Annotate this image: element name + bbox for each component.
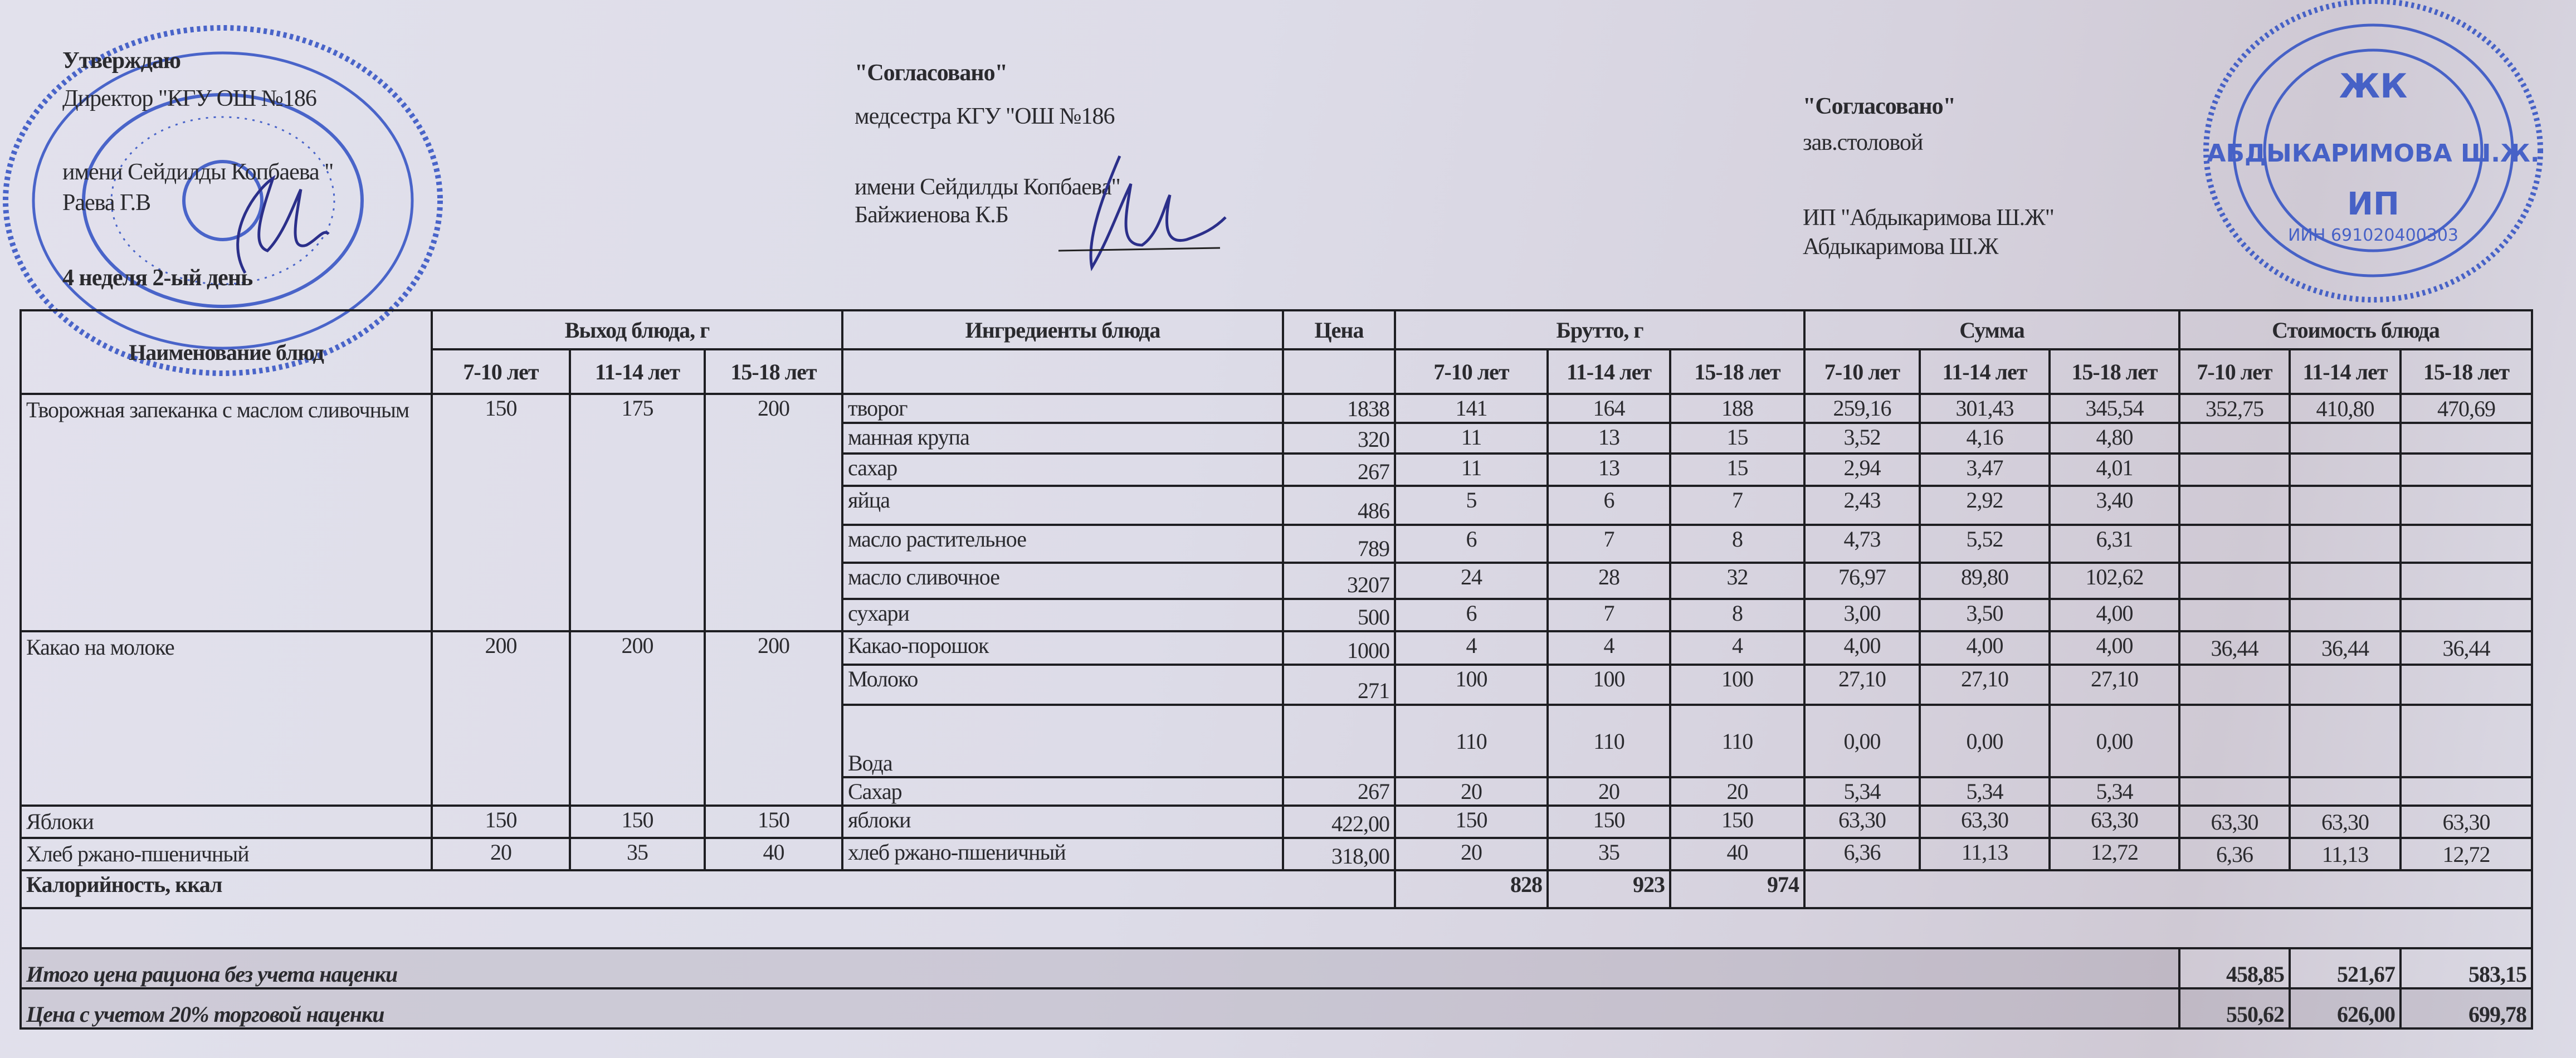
ingredient-brutto: 7 bbox=[1548, 525, 1670, 563]
ingredient-brutto: 6 bbox=[1395, 599, 1548, 631]
ingredient-sum: 102,62 bbox=[2050, 563, 2179, 599]
header-age-yield: 11-14 лет bbox=[570, 349, 705, 394]
empty-cell bbox=[2290, 563, 2401, 599]
approval-signer: Раева Г.В bbox=[62, 190, 151, 216]
ingredient-brutto: 150 bbox=[1548, 806, 1670, 838]
ingredient-name: творог bbox=[842, 394, 1283, 423]
ingredient-price: 320 bbox=[1283, 423, 1395, 454]
header-age-yield: 15-18 лет bbox=[705, 349, 842, 394]
calories-label: Калорийность, ккал bbox=[21, 870, 1395, 908]
header-age-brutto: 7-10 лет bbox=[1395, 349, 1548, 394]
ingredient-price: 1000 bbox=[1283, 631, 1395, 665]
total-markup-label: Цена с учетом 20% торговой наценки bbox=[21, 988, 2179, 1028]
ingredient-brutto: 110 bbox=[1395, 705, 1548, 777]
ingredient-price bbox=[1283, 705, 1395, 777]
header-yield: Выход блюда, г bbox=[432, 310, 842, 349]
empty-cell bbox=[2179, 423, 2290, 454]
header-ingredients: Ингредиенты блюда bbox=[842, 310, 1283, 349]
dish-yield: 175 bbox=[570, 394, 705, 631]
empty-cell bbox=[2179, 599, 2290, 631]
dish-yield: 20 bbox=[432, 838, 570, 870]
ingredient-row bbox=[21, 394, 2532, 423]
empty-cell bbox=[2401, 705, 2532, 777]
calories-value: 974 bbox=[1670, 870, 1804, 908]
header-age-cost: 15-18 лет bbox=[2401, 349, 2532, 394]
ingredient-sum: 4,80 bbox=[2050, 423, 2179, 454]
header-age-sum: 11-14 лет bbox=[1920, 349, 2050, 394]
header-price: Цена bbox=[1283, 310, 1395, 349]
ingredient-sum: 4,16 bbox=[1920, 423, 2050, 454]
ingredient-brutto: 150 bbox=[1395, 806, 1548, 838]
ingredient-sum: 12,72 bbox=[2050, 838, 2179, 870]
empty-cell bbox=[842, 349, 1283, 394]
total-row bbox=[21, 948, 2532, 988]
ingredient-brutto: 4 bbox=[1670, 631, 1804, 665]
ingredient-sum: 4,00 bbox=[1804, 631, 1920, 665]
empty-cell bbox=[2179, 563, 2290, 599]
approval-line: медсестра КГУ "ОШ №186 bbox=[855, 104, 1115, 129]
ingredient-brutto: 20 bbox=[1395, 838, 1548, 870]
ingredient-sum: 63,30 bbox=[1804, 806, 1920, 838]
ingredient-brutto: 4 bbox=[1548, 631, 1670, 665]
ingredient-name: Вода bbox=[842, 705, 1283, 777]
ingredient-sum: 3,52 bbox=[1804, 423, 1920, 454]
dish-cost: 36,44 bbox=[2179, 631, 2290, 665]
approval-signer: Байжиенова К.Б bbox=[855, 202, 1008, 228]
ingredient-name: сухари bbox=[842, 599, 1283, 631]
ingredient-sum: 3,50 bbox=[1920, 599, 2050, 631]
ingredient-sum: 4,00 bbox=[2050, 631, 2179, 665]
ingredient-brutto: 24 bbox=[1395, 563, 1548, 599]
ingredient-price: 267 bbox=[1283, 777, 1395, 806]
ingredient-brutto: 32 bbox=[1670, 563, 1804, 599]
ingredient-brutto: 150 bbox=[1670, 806, 1804, 838]
ingredient-name: Сахар bbox=[842, 777, 1283, 806]
empty-cell bbox=[2401, 599, 2532, 631]
empty-cell bbox=[2179, 705, 2290, 777]
total-markup-value: 626,00 bbox=[2290, 988, 2401, 1028]
ingredient-sum: 11,13 bbox=[1920, 838, 2050, 870]
ingredient-name: манная крупа bbox=[842, 423, 1283, 454]
dish-cost: 36,44 bbox=[2401, 631, 2532, 665]
calories-value: 923 bbox=[1548, 870, 1670, 908]
ingredient-price: 271 bbox=[1283, 665, 1395, 705]
ingredient-sum: 2,43 bbox=[1804, 486, 1920, 525]
ingredient-price: 3207 bbox=[1283, 563, 1395, 599]
approval-line: имени Сейдилды Копбаева" bbox=[855, 174, 1120, 200]
dish-yield: 200 bbox=[432, 631, 570, 806]
header-age-sum: 15-18 лет bbox=[2050, 349, 2179, 394]
ingredient-price: 422,00 bbox=[1283, 806, 1395, 838]
dish-yield: 200 bbox=[705, 631, 842, 806]
ingredient-brutto: 100 bbox=[1670, 665, 1804, 705]
ingredient-row bbox=[21, 838, 2532, 870]
dish-cost: 63,30 bbox=[2179, 806, 2290, 838]
ingredient-brutto: 4 bbox=[1395, 631, 1548, 665]
dish-cost: 352,75 bbox=[2179, 394, 2290, 423]
ingredient-sum: 63,30 bbox=[1920, 806, 2050, 838]
total-markup-value: 550,62 bbox=[2179, 988, 2290, 1028]
menu-day-label: 4 неделя 2-ый день bbox=[62, 265, 253, 291]
ingredient-brutto: 141 bbox=[1395, 394, 1548, 423]
total-no-markup-value: 583,15 bbox=[2401, 948, 2532, 988]
empty-cell bbox=[2401, 525, 2532, 563]
empty-cell bbox=[2401, 423, 2532, 454]
ingredient-price: 318,00 bbox=[1283, 838, 1395, 870]
stamp-top-text: ЖК bbox=[2339, 67, 2408, 106]
dish-yield: 200 bbox=[705, 394, 842, 631]
dish-cost: 63,30 bbox=[2290, 806, 2401, 838]
ingredient-name: масло растительное bbox=[842, 525, 1283, 563]
ingredient-brutto: 8 bbox=[1670, 525, 1804, 563]
dish-cost: 470,69 bbox=[2401, 394, 2532, 423]
ingredient-brutto: 8 bbox=[1670, 599, 1804, 631]
ingredient-name: яблоки bbox=[842, 806, 1283, 838]
ingredient-brutto: 188 bbox=[1670, 394, 1804, 423]
dish-cost: 63,30 bbox=[2401, 806, 2532, 838]
ingredient-sum: 2,94 bbox=[1804, 454, 1920, 486]
ingredient-sum: 5,34 bbox=[1804, 777, 1920, 806]
ingredient-name: яйца bbox=[842, 486, 1283, 525]
ingredient-brutto: 20 bbox=[1670, 777, 1804, 806]
ingredient-brutto: 35 bbox=[1548, 838, 1670, 870]
ingredient-sum: 4,01 bbox=[2050, 454, 2179, 486]
approval-signer: Абдыкаримова Ш.Ж bbox=[1803, 234, 1998, 260]
ingredient-name: Какао-порошок bbox=[842, 631, 1283, 665]
empty-cell bbox=[2401, 563, 2532, 599]
ingredient-price: 486 bbox=[1283, 486, 1395, 525]
ingredient-row bbox=[21, 631, 2532, 665]
ingredient-sum: 6,36 bbox=[1804, 838, 1920, 870]
empty-cell bbox=[2179, 525, 2290, 563]
header-age-yield: 7-10 лет bbox=[432, 349, 570, 394]
ingredient-brutto: 11 bbox=[1395, 454, 1548, 486]
header-age-cost: 11-14 лет bbox=[2290, 349, 2401, 394]
empty-cell bbox=[2179, 777, 2290, 806]
dish-cost: 11,13 bbox=[2290, 838, 2401, 870]
dish-yield: 200 bbox=[570, 631, 705, 806]
ingredient-sum: 5,34 bbox=[1920, 777, 2050, 806]
total-markup-row bbox=[21, 988, 2532, 1028]
dish-name: Какао на молоке bbox=[21, 631, 432, 806]
calories-value: 828 bbox=[1395, 870, 1548, 908]
ingredient-brutto: 100 bbox=[1548, 665, 1670, 705]
ingredient-brutto: 110 bbox=[1548, 705, 1670, 777]
ingredient-sum: 4,73 bbox=[1804, 525, 1920, 563]
ingredient-brutto: 7 bbox=[1548, 599, 1670, 631]
approval-title: "Согласовано" bbox=[1803, 94, 1955, 119]
ingredient-name: хлеб ржано-пшеничный bbox=[842, 838, 1283, 870]
ingredient-sum: 0,00 bbox=[1804, 705, 1920, 777]
empty-cell bbox=[2179, 665, 2290, 705]
ingredient-sum: 259,16 bbox=[1804, 394, 1920, 423]
header-age-brutto: 15-18 лет bbox=[1670, 349, 1804, 394]
total-no-markup-value: 521,67 bbox=[2290, 948, 2401, 988]
ingredient-sum: 2,92 bbox=[1920, 486, 2050, 525]
ingredient-brutto: 15 bbox=[1670, 423, 1804, 454]
ingredient-sum: 27,10 bbox=[2050, 665, 2179, 705]
ingredient-sum: 4,00 bbox=[1920, 631, 2050, 665]
ingredient-row bbox=[21, 806, 2532, 838]
empty-row bbox=[21, 908, 2532, 948]
empty-cell bbox=[2401, 665, 2532, 705]
ingredient-sum: 4,00 bbox=[2050, 599, 2179, 631]
header-age-brutto: 11-14 лет bbox=[1548, 349, 1670, 394]
ingredient-sum: 345,54 bbox=[2050, 394, 2179, 423]
ingredient-brutto: 164 bbox=[1548, 394, 1670, 423]
header-dish-name: Наименование блюд bbox=[21, 310, 432, 394]
empty-cell bbox=[2179, 454, 2290, 486]
ingredient-sum: 3,47 bbox=[1920, 454, 2050, 486]
ingredient-sum: 6,31 bbox=[2050, 525, 2179, 563]
dish-name: Творожная запеканка с маслом сливочным bbox=[21, 394, 432, 631]
dish-yield: 150 bbox=[432, 394, 570, 631]
empty-cell bbox=[2290, 525, 2401, 563]
stamp-iin-text: ИИН 691020400303 bbox=[2287, 226, 2459, 245]
ingredient-price: 267 bbox=[1283, 454, 1395, 486]
empty-cell bbox=[2290, 486, 2401, 525]
menu-table bbox=[19, 309, 2533, 1030]
empty-cell bbox=[1283, 349, 1395, 394]
header-age-sum: 7-10 лет bbox=[1804, 349, 1920, 394]
dish-yield: 35 bbox=[570, 838, 705, 870]
total-no-markup-label: Итого цена рациона без учета наценки bbox=[21, 948, 2179, 988]
empty-cell bbox=[2290, 423, 2401, 454]
empty-cell bbox=[2290, 777, 2401, 806]
empty-cell bbox=[2290, 705, 2401, 777]
ingredient-brutto: 28 bbox=[1548, 563, 1670, 599]
ingredient-sum: 5,34 bbox=[2050, 777, 2179, 806]
ingredient-brutto: 100 bbox=[1395, 665, 1548, 705]
dish-yield: 150 bbox=[570, 806, 705, 838]
header-sum: Сумма bbox=[1804, 310, 2179, 349]
ingredient-sum: 3,40 bbox=[2050, 486, 2179, 525]
approval-title: Утверждаю bbox=[62, 48, 180, 74]
stamp-center-text: АБДЫКАРИМОВА Ш.Ж. bbox=[2207, 139, 2540, 168]
dish-yield: 150 bbox=[432, 806, 570, 838]
total-no-markup-value: 458,85 bbox=[2179, 948, 2290, 988]
dish-cost: 36,44 bbox=[2290, 631, 2401, 665]
ingredient-sum: 89,80 bbox=[1920, 563, 2050, 599]
ingredient-sum: 27,10 bbox=[1920, 665, 2050, 705]
approval-line: зав.столовой bbox=[1803, 130, 1923, 155]
approval-line: Директор "КГУ ОШ №186 bbox=[62, 86, 316, 111]
ingredient-sum: 76,97 bbox=[1804, 563, 1920, 599]
ingredient-sum: 301,43 bbox=[1920, 394, 2050, 423]
empty-cell bbox=[1804, 870, 2532, 908]
empty-cell bbox=[2290, 599, 2401, 631]
dish-yield: 150 bbox=[705, 806, 842, 838]
approval-line: имени Сейдилды Копбаева " bbox=[62, 159, 334, 185]
ingredient-name: масло сливочное bbox=[842, 563, 1283, 599]
ingredient-brutto: 6 bbox=[1395, 525, 1548, 563]
header-brutto: Брутто, г bbox=[1395, 310, 1804, 349]
calories-row bbox=[21, 870, 2532, 908]
ingredient-brutto: 20 bbox=[1395, 777, 1548, 806]
ingredient-sum: 63,30 bbox=[2050, 806, 2179, 838]
ingredient-price: 1838 bbox=[1283, 394, 1395, 423]
ingredient-name: сахар bbox=[842, 454, 1283, 486]
ingredient-brutto: 15 bbox=[1670, 454, 1804, 486]
empty-cell bbox=[21, 908, 2532, 948]
entrepreneur-stamp bbox=[2173, 0, 2574, 306]
nurse-signature bbox=[1053, 150, 1231, 279]
empty-cell bbox=[2290, 665, 2401, 705]
header-age-cost: 7-10 лет bbox=[2179, 349, 2290, 394]
ingredient-sum: 27,10 bbox=[1804, 665, 1920, 705]
empty-cell bbox=[2401, 486, 2532, 525]
empty-cell bbox=[2401, 777, 2532, 806]
ingredient-price: 789 bbox=[1283, 525, 1395, 563]
ingredient-brutto: 5 bbox=[1395, 486, 1548, 525]
ingredient-brutto: 13 bbox=[1548, 423, 1670, 454]
empty-cell bbox=[2179, 486, 2290, 525]
ingredient-sum: 0,00 bbox=[2050, 705, 2179, 777]
ingredient-brutto: 40 bbox=[1670, 838, 1804, 870]
empty-cell bbox=[2401, 454, 2532, 486]
ingredient-sum: 0,00 bbox=[1920, 705, 2050, 777]
ingredient-name: Молоко bbox=[842, 665, 1283, 705]
header-row bbox=[21, 310, 2532, 349]
dish-cost: 6,36 bbox=[2179, 838, 2290, 870]
ingredient-brutto: 20 bbox=[1548, 777, 1670, 806]
stamp-bottom-text: ИП bbox=[2347, 186, 2399, 222]
dish-name: Яблоки bbox=[21, 806, 432, 838]
approval-title: "Согласовано" bbox=[855, 60, 1007, 86]
dish-cost: 410,80 bbox=[2290, 394, 2401, 423]
dish-cost: 12,72 bbox=[2401, 838, 2532, 870]
ingredient-sum: 3,00 bbox=[1804, 599, 1920, 631]
approval-line: ИП "Абдыкаримова Ш.Ж" bbox=[1803, 205, 2054, 231]
ingredient-brutto: 7 bbox=[1670, 486, 1804, 525]
empty-cell bbox=[2290, 454, 2401, 486]
total-markup-value: 699,78 bbox=[2401, 988, 2532, 1028]
ingredient-brutto: 110 bbox=[1670, 705, 1804, 777]
ingredient-sum: 5,52 bbox=[1920, 525, 2050, 563]
header-cost: Стоимость блюда bbox=[2179, 310, 2532, 349]
ingredient-brutto: 11 bbox=[1395, 423, 1548, 454]
dish-name: Хлеб ржано-пшеничный bbox=[21, 838, 432, 870]
ingredient-brutto: 13 bbox=[1548, 454, 1670, 486]
dish-yield: 40 bbox=[705, 838, 842, 870]
ingredient-brutto: 6 bbox=[1548, 486, 1670, 525]
ingredient-price: 500 bbox=[1283, 599, 1395, 631]
